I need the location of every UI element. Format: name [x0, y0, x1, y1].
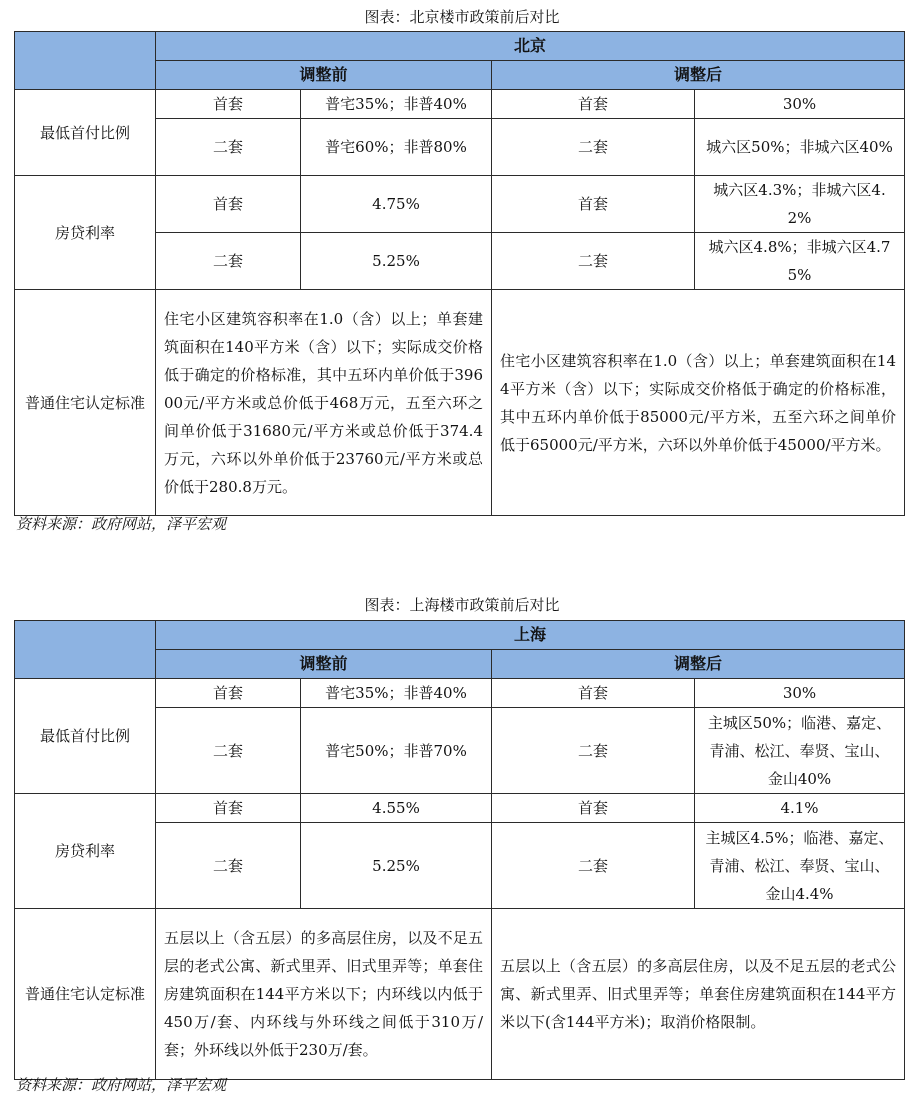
- second-home-label: 二套: [156, 708, 301, 794]
- first-home-label: 首套: [492, 679, 695, 708]
- first-home-label: 首套: [156, 679, 301, 708]
- shanghai-table-caption: 图表：上海楼市政策前后对比: [364, 596, 560, 614]
- dp-first-after: 30%: [695, 679, 905, 708]
- beijing-policy-table: [14, 31, 905, 516]
- beijing-source-note: 资料来源：政府网站，泽平宏观: [16, 515, 227, 533]
- city-header: 北京: [156, 32, 905, 61]
- second-home-label: 二套: [156, 233, 301, 290]
- second-home-label: 二套: [156, 823, 301, 909]
- header-blank-cell: [15, 621, 156, 679]
- second-home-label: 二套: [492, 119, 695, 176]
- first-home-label: 首套: [156, 794, 301, 823]
- header-blank-cell: [15, 32, 156, 90]
- dp-second-before: 普宅50%；非普70%: [301, 708, 492, 794]
- standard-label: 普通住宅认定标准: [15, 290, 156, 516]
- standard-label: 普通住宅认定标准: [15, 909, 156, 1080]
- dp-second-after: 城六区50%；非城六区40%: [695, 119, 905, 176]
- dp-second-before: 普宅60%；非普80%: [301, 119, 492, 176]
- rate-second-before: 5.25%: [301, 233, 492, 290]
- rate-second-before: 5.25%: [301, 823, 492, 909]
- loan-rate-label: 房贷利率: [15, 176, 156, 290]
- second-home-label: 二套: [492, 708, 695, 794]
- first-home-label: 首套: [492, 176, 695, 233]
- standard-after: 五层以上（含五层）的多高层住房，以及不足五层的老式公寓、新式里弄、旧式里弄等；单套住房建筑面积在144平方米以下(含144平方米)；取消价格限制。: [492, 909, 905, 1080]
- rate-second-after: 主城区4.5%；临港、嘉定、青浦、松江、奉贤、宝山、金山4.4%: [695, 823, 905, 909]
- before-header: 调整前: [156, 650, 492, 679]
- second-home-label: 二套: [156, 119, 301, 176]
- dp-second-after: 主城区50%；临港、嘉定、青浦、松江、奉贤、宝山、金山40%: [695, 708, 905, 794]
- beijing-table-caption: 图表：北京楼市政策前后对比: [364, 8, 560, 26]
- down-payment-label: 最低首付比例: [15, 679, 156, 794]
- shanghai-source-note: 资料来源：政府网站，泽平宏观: [16, 1076, 227, 1094]
- loan-rate-label: 房贷利率: [15, 794, 156, 909]
- rate-first-before: 4.55%: [301, 794, 492, 823]
- shanghai-policy-table: [14, 620, 905, 1080]
- second-home-label: 二套: [492, 233, 695, 290]
- standard-before: 五层以上（含五层）的多高层住房，以及不足五层的老式公寓、新式里弄、旧式里弄等；单套住房建筑面积在144平方米以下；内环线以内低于450万/套、内环线与外环线之间低于310万/套；外环线以外低于230万/套。: [156, 909, 492, 1080]
- first-home-label: 首套: [156, 90, 301, 119]
- first-home-label: 首套: [156, 176, 301, 233]
- before-header: 调整前: [156, 61, 492, 90]
- rate-first-after: 4.1%: [695, 794, 905, 823]
- second-home-label: 二套: [492, 823, 695, 909]
- down-payment-label: 最低首付比例: [15, 90, 156, 176]
- standard-before: 住宅小区建筑容积率在1.0（含）以上；单套建筑面积在140平方米（含）以下；实际成交价格低于确定的价格标准，其中五环内单价低于39600元/平方米或总价低于468万元，五至六环之间单价低于31680元/平方米或总价低于374.4万元，六环以外单价低于23760元/平方米或总价低于280.8万元。: [156, 290, 492, 516]
- rate-first-before: 4.75%: [301, 176, 492, 233]
- city-header: 上海: [156, 621, 905, 650]
- after-header: 调整后: [492, 61, 905, 90]
- dp-first-after: 30%: [695, 90, 905, 119]
- rate-first-after: 城六区4.3%；非城六区4.2%: [695, 176, 905, 233]
- rate-second-after: 城六区4.8%；非城六区4.75%: [695, 233, 905, 290]
- dp-first-before: 普宅35%；非普40%: [301, 90, 492, 119]
- dp-first-before: 普宅35%；非普40%: [301, 679, 492, 708]
- first-home-label: 首套: [492, 90, 695, 119]
- after-header: 调整后: [492, 650, 905, 679]
- standard-after: 住宅小区建筑容积率在1.0（含）以上；单套建筑面积在144平方米（含）以下；实际成交价格低于确定的价格标准，其中五环内单价低于85000元/平方米，五至六环之间单价低于65000元/平方米，六环以外单价低于45000/平方米。: [492, 290, 905, 516]
- first-home-label: 首套: [492, 794, 695, 823]
